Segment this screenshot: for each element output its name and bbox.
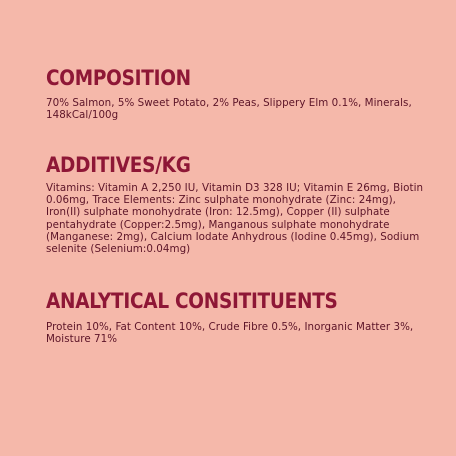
analytical-text: Protein 10%, Fat Content 10%, Crude Fibre 0.5%, Inorganic Matter 3%, Moisture 71% [46,321,414,346]
additives-text: Vitamins: Vitamin A 2,250 IU, Vitamin D3 328 IU; Vitamin E 26mg, Biotin 0.06mg, Trace Elements: Zinc sulphate monohydrate (Zinc: 24mg), Iron(II) sulphate monohydrate (Iron: 12.5mg), Copper (II) sulphate pentahydrate (Copper:2.5mg), Manganous sulphate monohydrate (Manganese: 2mg), Calcium Iodate Anhydrous (Iodine 0.45mg), Sodium selenite (Selenium:0.04mg) [46,182,424,256]
additives-heading: ADDITIVES/KG [46,153,191,177]
analytical-heading: ANALYTICAL CONSITITUENTS [46,289,338,313]
composition-section [46,66,426,121]
composition-heading: COMPOSITION [46,66,191,90]
analytical-section [46,289,426,345]
composition-text: 70% Salmon, 5% Sweet Potato, 2% Peas, Slippery Elm 0.1%, Minerals, 148kCal/100g [46,97,412,122]
additives-section [46,153,426,255]
